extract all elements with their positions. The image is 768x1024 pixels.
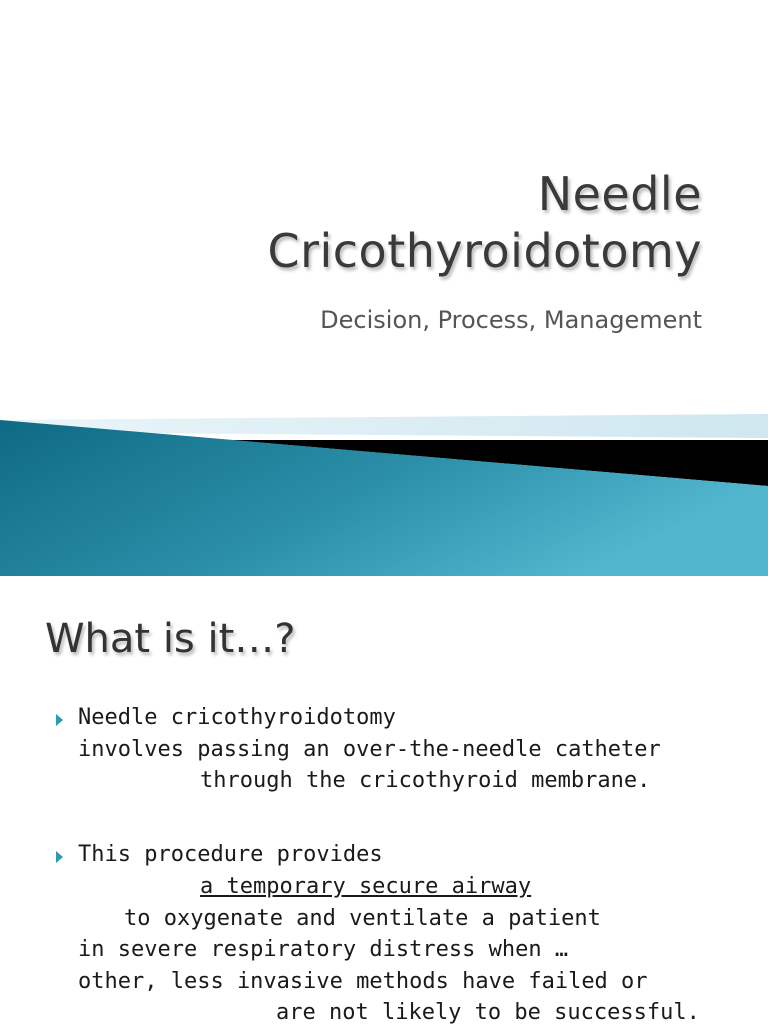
bullet2-line5: other, less invasive methods have failed or bbox=[78, 969, 648, 994]
bullet-arrow-icon bbox=[56, 714, 63, 726]
bullet2-line3: to oxygenate and ventilate a patient bbox=[124, 906, 601, 931]
bullet1-line2: involves passing an over-the-needle catheter bbox=[78, 737, 661, 762]
slide-title bbox=[267, 166, 702, 280]
bullet-arrow-icon bbox=[56, 851, 63, 863]
bullet2-line6: are not likely to be successful. bbox=[276, 1000, 700, 1024]
decorative-banner bbox=[0, 410, 768, 576]
slide-subtitle: Decision, Process, Management bbox=[320, 306, 702, 334]
bullet2-line2: a temporary secure airway bbox=[200, 874, 532, 899]
bullet2-line4: in severe respiratory distress when … bbox=[78, 937, 569, 962]
title-line-1: Needle bbox=[537, 167, 702, 221]
bullet2-line1: This procedure provides bbox=[78, 842, 383, 867]
content-slide bbox=[0, 576, 768, 1024]
bullet1-line1: Needle cricothyroidotomy bbox=[78, 705, 396, 730]
bullet1-line3: through the cricothyroid membrane. bbox=[200, 768, 651, 793]
content-heading: What is it…? bbox=[45, 616, 296, 662]
title-line-2: Cricothyroidotomy bbox=[267, 224, 702, 278]
